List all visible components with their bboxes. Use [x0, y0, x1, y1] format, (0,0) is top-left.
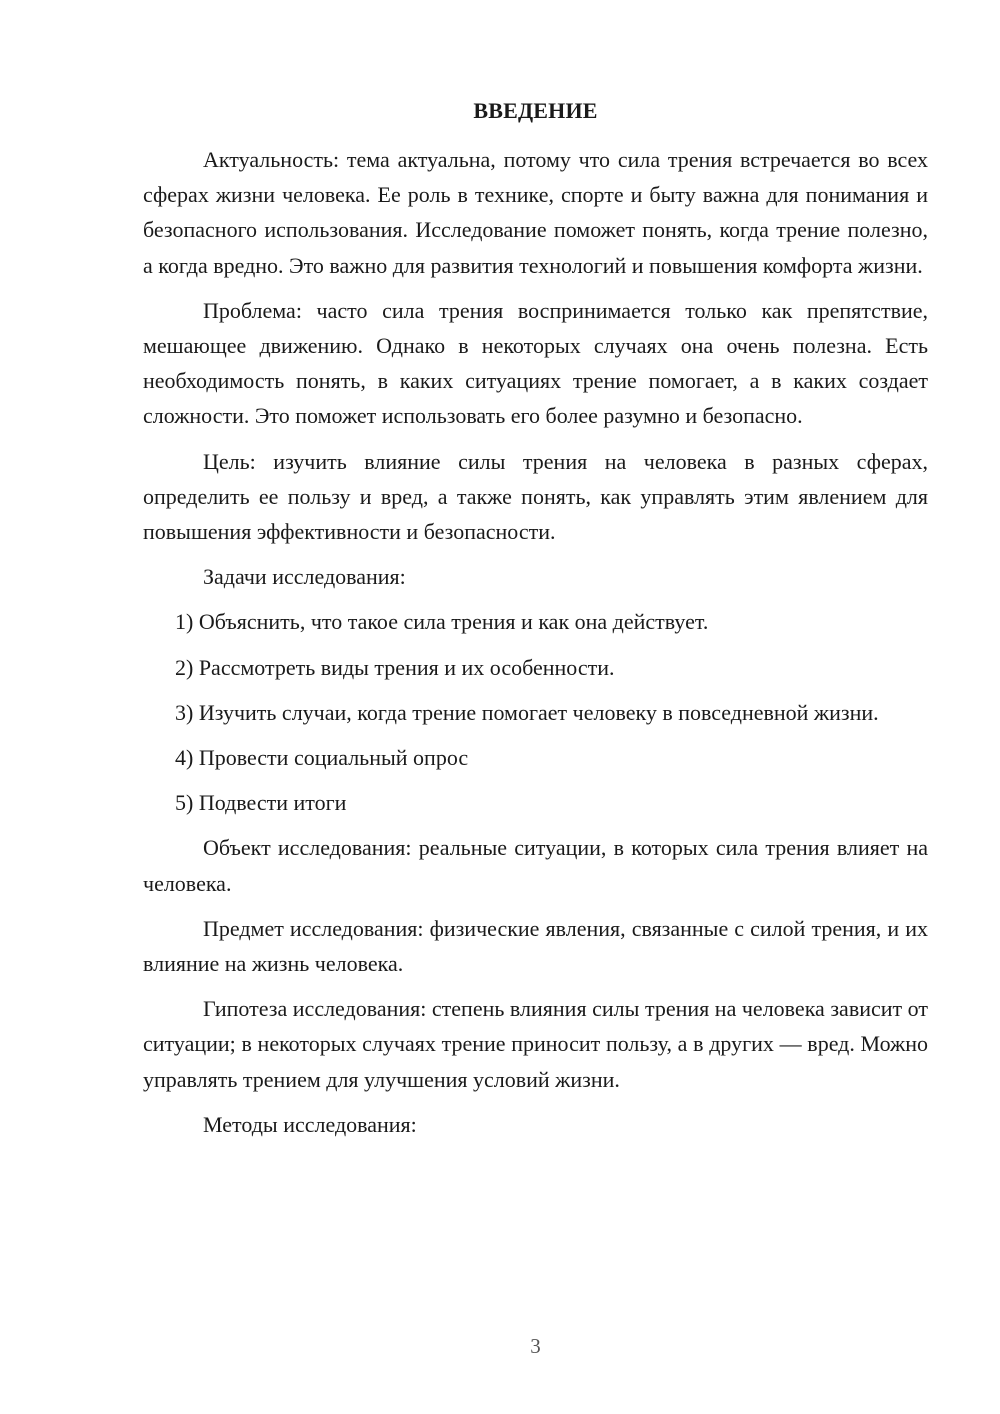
relevance-paragraph: Актуальность: тема актуальна, потому что сила трения встречается во всех сферах жизни человека. Ее роль в технике, спорте и быту важна для понимания и безопасного использования. Исследование поможет понять, когда трение полезно, а когда вредно. Это важно для развития технологий и повышения комфорта жизни.	[143, 147, 928, 278]
task-item-1: 1) Объяснить, что такое сила трения и как она действует.	[175, 609, 709, 635]
task-item-3: 3) Изучить случаи, когда трение помогает человеку в повседневной жизни.	[175, 699, 879, 725]
task-item-4: 4) Провести социальный опрос	[175, 745, 469, 771]
tasks-heading: Задачи исследования:	[203, 564, 406, 590]
document-page	[143, 0, 928, 1414]
object-paragraph: Объект исследования: реальные ситуации, в которых сила трения влияет на человека.	[143, 835, 928, 896]
document-body	[143, 142, 928, 1152]
section-title: ВВЕДЕНИЕ	[473, 98, 598, 123]
goal-paragraph: Цель: изучить влияние силы трения на человека в разных сферах, определить ее пользу и вред, а также понять, как управлять этим явлением для повышения эффективности и безопасности.	[143, 448, 928, 545]
task-item-5: 5) Подвести итоги	[175, 790, 347, 816]
hypothesis-paragraph: Гипотеза исследования: степень влияния силы трения на человека зависит от ситуации; в некоторых случаях трение приносит пользу, а в других — вред. Можно управлять трением для улучшения условий жизни.	[143, 996, 928, 1092]
problem-paragraph: Проблема: часто сила трения воспринимается только как препятствие, мешающее движению. Однако в некоторых случаях она очень полезна. Есть необходимость понять, в каких ситуациях трение помогает, а в каких создает сложности. Это поможет использовать его более разумно и безопасно.	[143, 297, 928, 429]
subject-paragraph: Предмет исследования: физические явления, связанные с силой трения, и их влияние на жизнь человека.	[143, 915, 928, 977]
methods-heading: Методы исследования:	[203, 1111, 417, 1137]
task-item-2: 2) Рассмотреть виды трения и их особенности.	[175, 654, 615, 680]
page-number: 3	[530, 1334, 541, 1358]
